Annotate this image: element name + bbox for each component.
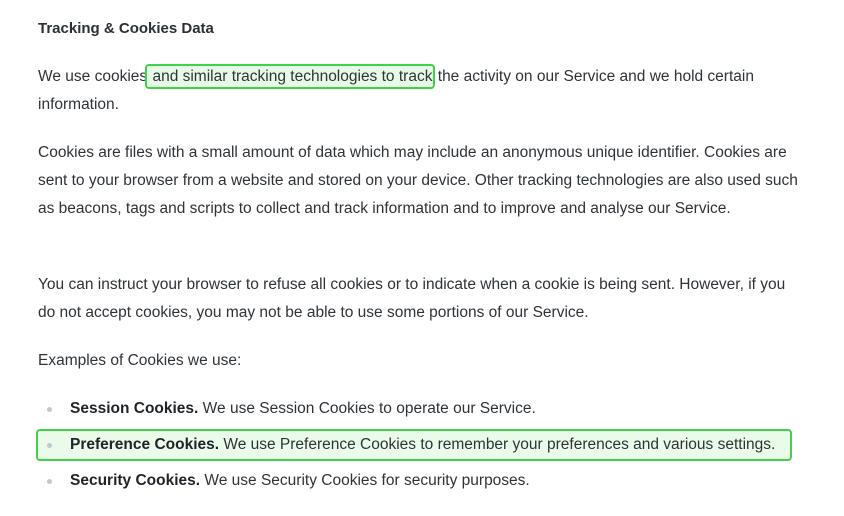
bullet-icon xyxy=(47,443,52,448)
paragraph-cookies-definition: Cookies are files with a small amount of data which may include an anonymous unique identifier. Cookies are sent to your browser from a website and stored on your device. Other tracking technologies are also used such as beacons, tags and scripts to collect and track information and to improve and analyse our Service. xyxy=(38,144,798,217)
paragraph-refuse-cookies: You can instruct your browser to refuse all cookies or to indicate when a cookie is being sent. However, if you do not accept cookies, you may not be able to use some portions of our Service. xyxy=(38,276,786,321)
cookie-description: We use Preference Cookies to remember your preferences and various settings. xyxy=(219,436,776,453)
paragraph-cookies-intro xyxy=(38,63,798,119)
paragraph-text: We use cookies xyxy=(38,68,148,85)
cookie-examples-list xyxy=(38,395,828,503)
bullet-icon xyxy=(47,407,52,412)
list-item xyxy=(38,395,828,431)
bullet-icon xyxy=(47,479,52,484)
cookie-description: We use Session Cookies to operate our Service. xyxy=(198,400,536,417)
cookie-name: Session Cookies. xyxy=(70,400,199,417)
section-heading: Tracking & Cookies Data xyxy=(38,20,214,37)
highlighted-text: and similar tracking technologies to track xyxy=(148,68,433,85)
paragraph-examples-intro: Examples of Cookies we use: xyxy=(38,352,242,369)
list-item xyxy=(38,467,828,503)
cookie-name: Preference Cookies. xyxy=(70,436,220,453)
list-item-highlighted xyxy=(38,431,790,459)
cookie-description: We use Security Cookies for security purposes. xyxy=(200,472,530,489)
paragraph-text: the activity on our Service and we hold certain information. xyxy=(38,68,754,113)
cookie-name: Security Cookies. xyxy=(70,472,201,489)
